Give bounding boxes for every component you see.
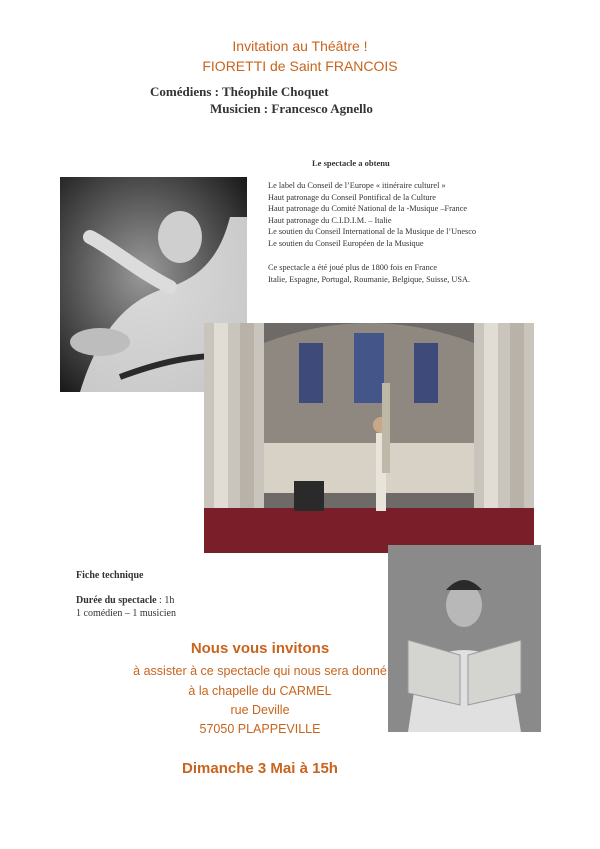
venue-street: rue Deville <box>230 703 290 717</box>
achievement-item: Le soutien du Conseil International de la Musique de l’Unesco <box>268 227 477 237</box>
venue-city: 57050 PLAPPEVILLE <box>199 722 321 736</box>
achievement-item: Haut patronage du Comité National de la -Musique –France <box>268 204 468 214</box>
actors-line: Comédiens : Théophile Choquet <box>150 84 329 99</box>
achievement-item: Le soutien du Conseil Européen de la Musique <box>268 238 424 248</box>
achievement-item: Le label du Conseil de l’Europe « itinéraire culturel » <box>268 181 446 190</box>
tech-sheet-details <box>76 595 176 620</box>
event-date: Dimanche 3 Mai à 15h <box>182 760 338 777</box>
duration-label: Durée du spectacle <box>76 595 157 606</box>
chapel-photo <box>204 323 534 553</box>
show-title: FIORETTI de Saint FRANCOIS <box>202 58 398 74</box>
tech-sheet-heading: Fiche technique <box>76 570 144 581</box>
invitation-heading: Nous vous invitons <box>190 640 330 657</box>
invitation-line: à assister à ce spectacle qui nous sera donné <box>133 664 387 678</box>
duration-value: : 1h <box>156 595 175 606</box>
cast-count: 1 comédien – 1 musicien <box>76 607 176 619</box>
achievement-item: Haut patronage du C.I.D.I.M. – Italie <box>268 215 392 225</box>
performances-note <box>268 262 470 286</box>
performances-count: Ce spectacle a été joué plus de 1800 fois en France <box>268 263 438 272</box>
duration-line <box>76 595 176 608</box>
achievement-item: Haut patronage du Conseil Pontifical de la Culture <box>268 192 436 202</box>
musician-line: Musicien : Francesco Agnello <box>210 101 373 116</box>
performances-countries: Italie, Espagne, Portugal, Roumanie, Belgique, Suisse, USA. <box>268 275 471 284</box>
invitation-title: Invitation au Théâtre ! <box>232 38 368 54</box>
achievements-heading: Le spectacle a obtenu <box>312 158 390 168</box>
achievements-list <box>268 180 476 250</box>
venue-name: à la chapelle du CARMEL <box>188 684 332 698</box>
